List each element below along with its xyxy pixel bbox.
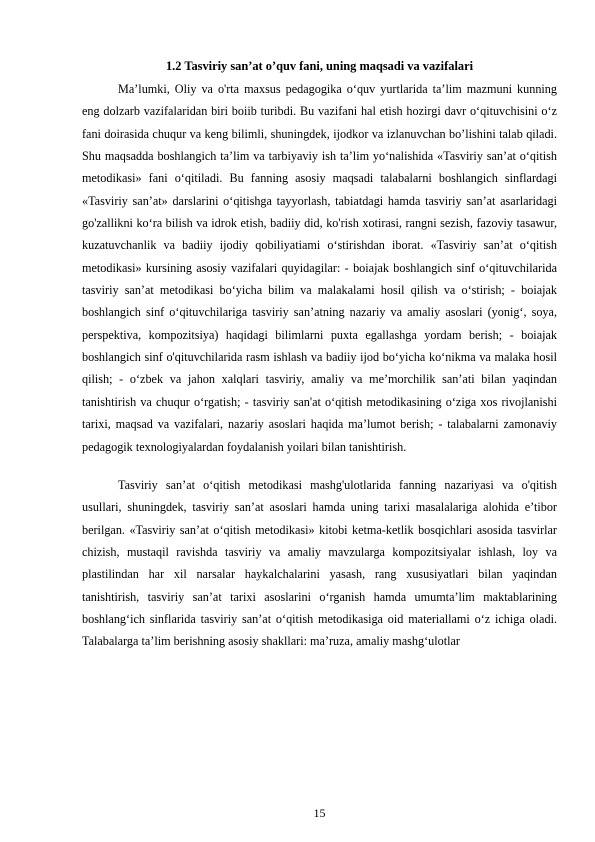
body-paragraph: Ma’lumki, Oliy va o'rta maxsus pedagogika o‘quv yurtlarida ta’lim mazmuni kunning eng dolzarb vazifalaridan biri boiib turibdi. Bu vazifani hal etish hozirgi davr o‘qituvchisini o‘z fani doirasida chuqur va keng bilimli, shuningdek, ijodkor va izlanuvchan bo’lishini talab qiladi. Shu maqsadda boshlangich ta’lim va tarbiyaviy ish ta’lim yo‘nalishida «Tasviriy san’at o‘qitish metodikasi» fani o‘qitiladi. Bu fanning asosiy maqsadi talabalarni boshlangich sinflardagi «Tasviriy san’at» darslarini o‘qitishga tayyorlash, tabiatdagi hamda tasviriy san’at asarlaridagi go'zallikni ko‘ra bilish va idrok etish, badiiy did, ko'rish xotirasi, rangni sezish, fazoviy tasawur, kuzatuvchanlik va badiiy ijodiy qobiliyatiami o‘stirishdan iborat. «Tasviriy san’at o‘qitish metodikasi» kursining asosiy vazifalari quyidagilar: - boiajak boshlangich sinf o‘qituvchilarida tasviriy san’at metodikasi bo‘yicha bilim va malakalami hosil qilish va o‘stirish; - boiajak boshlangich sinf o‘qituvchilariga tasviriy san’atning nazariy va amaliy asoslari (yonig‘, soya, perspektiva, kompozitsiya) haqidagi bilimlarni puxta egallashga yordam berish; - boiajak boshlangich sinf o'qituvchilarida rasm ishlash va badiiy ijod bo‘yicha ko‘nikma va malaka hosil qilish; - o‘zbek va jahon xalqlari tasviriy, amaliy va me’morchilik san’ati bilan yaqindan tanishtirish va chuqur o‘rgatish; - tasviriy san'at o‘qitish metodikasining o‘ziga xos rivojlanishi tarixi, maqsad va vazifalari, nazariy asoslari haqida ma’lumot berish; - talabalarni zamonaviy pedagogik texnologiyalardan foydalanish yoilari bilan tanishtirish.	[82, 82, 557, 454]
section-heading: 1.2 Tasviriy san’at o’quv fani, uning maqsadi va vazifalari	[165, 59, 474, 73]
page-number: 15	[313, 806, 326, 820]
body-paragraph: Tasviriy san’at o‘qitish metodikasi mashg'ulotlarida fanning nazariyasi va o'qitish usullari, shuningdek, tasviriy san’at asoslari hamda uning tarixi masalalariga alohida e’tibor berilgan. «Tasviriy san’at o‘qitish metodikasi» kitobi ketma-ketlik bosqichlari asosida tasvirlar chizish, mustaqil ravishda tasviriy va amaliy mavzularga kompozitsiyalar ishlash, loy va plastilindan har xil narsalar haykalchalarini yasash, rang xususiyatlari bilan yaqindan tanishtirish, tasviriy san’at tarixi asoslarini o‘rganish hamda umumta’lim maktablarining boshlang‘ich sinflarida tasviriy san’at o‘qitish metodikasiga oid materiallami o‘z ichiga oladi. Talabalarga ta’lim berishning asosiy shakllari: ma’ruza, amaliy mashg‘ulotlar	[82, 478, 557, 649]
